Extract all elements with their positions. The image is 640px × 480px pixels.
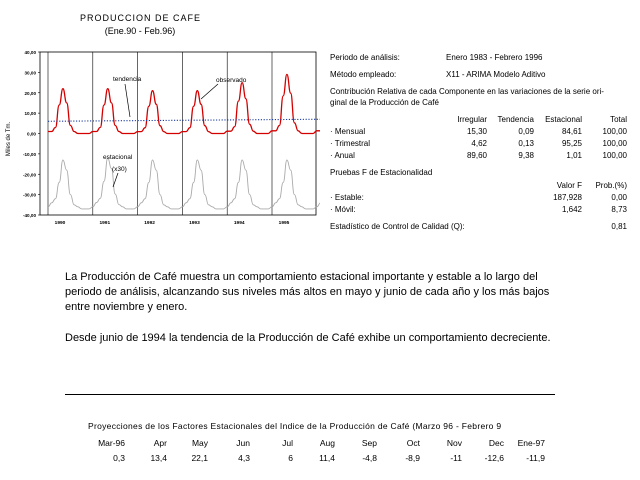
y-axis-label: Miles de Tm.: [6, 121, 12, 157]
x-tick-label: 1994: [233, 221, 245, 226]
y-tick-label: 30,00: [24, 70, 36, 76]
series-estacional: [48, 158, 320, 209]
y-tick-label: -20,00: [22, 172, 36, 178]
projection-month: Jul: [282, 438, 293, 448]
arrow-tendencia: [125, 84, 130, 117]
projection-value: 4,3: [238, 453, 250, 463]
projection-month: Nov: [446, 438, 462, 448]
ftest-cell: 187,928: [553, 193, 582, 202]
contrib-row-label: · Trimestral: [330, 139, 370, 148]
control-value: 0,81: [611, 222, 627, 231]
y-tick-label: -10,00: [22, 151, 36, 157]
ftest-header-prob: Prob.(%): [595, 181, 627, 190]
arrow-observado: [201, 84, 218, 99]
chart-title: PRODUCCION DE CAFE: [80, 13, 202, 23]
x-tick-label: 1992: [144, 221, 155, 226]
projection-month: Aug: [319, 438, 335, 448]
annotation-estacional: estacional: [103, 154, 133, 161]
x-tick-label: 1995: [278, 221, 290, 226]
projection-month: Dec: [488, 438, 504, 448]
contrib-title-line1: Contribución Relativa de cada Componente en las variaciones de la serie ori-: [330, 87, 604, 96]
projection-value: 11,4: [319, 453, 335, 463]
projection-month: Apr: [153, 438, 167, 448]
contrib-cell: 0,09: [518, 127, 534, 136]
x-tick-label: 1991: [99, 221, 111, 226]
control-label: Estadístico de Control de Calidad (Q):: [330, 222, 465, 231]
y-tick-label: 40,00: [24, 50, 36, 55]
projection-value: -4,8: [362, 453, 377, 463]
contrib-header-tendencia: Tendencia: [497, 115, 534, 124]
method-label: Método empleado:: [330, 70, 397, 79]
analysis-paragraph-1: La Producción de Café muestra un comportamiento estacional importante y estable a lo largo del periodo de análisis, alcanzando sus niveles más altos en mayo y junio de cada año y los más bajos entre noviembre y enero.: [65, 271, 550, 313]
annotation-tendencia: tendencia: [113, 76, 142, 83]
ftest-header-valor: Valor F: [556, 181, 582, 190]
y-tick-label: 20,00: [24, 90, 36, 96]
projection-value: -8,9: [405, 453, 420, 463]
contrib-header-irregular: Irregular: [457, 115, 487, 124]
projection-value: -11: [450, 453, 462, 463]
contrib-cell: 89,60: [466, 151, 487, 160]
contrib-cell: 84,61: [561, 127, 582, 136]
x-tick-label: 1990: [54, 221, 66, 226]
x-tick-label: 1993: [189, 221, 200, 226]
analysis-paragraph-2: Desde junio de 1994 la tendencia de la Producción de Café exhibe un comportamiento decreciente.: [65, 332, 551, 344]
chart: [0, 40, 320, 235]
contrib-row-label: · Anual: [330, 151, 355, 160]
annotation-observado: observado: [216, 77, 247, 84]
y-tick-label: 0,00: [27, 131, 36, 137]
series-observado: [48, 74, 320, 133]
divider: [65, 394, 555, 395]
ftest-title: Pruebas F de Estacionalidad: [330, 168, 433, 177]
projection-value: -12,6: [484, 453, 504, 463]
contrib-cell: 15,30: [466, 127, 487, 136]
series-tendencia: [48, 119, 320, 121]
ftest-row-label: · Estable:: [330, 193, 364, 202]
ftest-cell: 0,00: [611, 193, 627, 202]
contrib-cell: 4,62: [471, 139, 487, 148]
method-value: X11 - ARIMA Modelo Aditivo: [446, 70, 546, 79]
contrib-header-total: Total: [610, 115, 627, 124]
ftest-cell: 8,73: [611, 205, 627, 214]
projection-month: Ene-97: [517, 438, 545, 448]
projection-month: Jun: [236, 438, 250, 448]
projection-month: May: [191, 438, 208, 448]
projection-month: Mar-96: [98, 438, 125, 448]
contrib-row-label: · Mensual: [330, 127, 366, 136]
period-label: Periodo de análisis:: [330, 53, 400, 62]
projection-value: 6: [288, 453, 293, 463]
projections-title: Proyecciones de los Factores Estacionales del Indice de la Producción de Café (Marzo 96 - Febrero 9: [88, 421, 502, 431]
annotation-x30: (x30): [112, 166, 127, 173]
contrib-header-estacional: Estacional: [545, 115, 582, 124]
y-tick-label: -30,00: [22, 192, 36, 198]
chart-subtitle: (Ene.90 - Feb.96): [104, 26, 176, 36]
contrib-cell: 9,38: [518, 151, 534, 160]
contrib-title-line2: ginal de la Producción de Café: [330, 98, 439, 107]
arrow-estacional: [113, 173, 118, 187]
y-tick-label: -40,00: [22, 213, 36, 218]
projection-value: -11,9: [526, 453, 545, 463]
contrib-cell: 100,00: [602, 127, 627, 136]
period-value: Enero 1983 - Febrero 1996: [446, 53, 543, 62]
contrib-cell: 95,25: [561, 139, 582, 148]
ftest-cell: 1,642: [561, 205, 582, 214]
ftest-row-label: · Móvil:: [330, 205, 356, 214]
projection-value: 13,4: [150, 453, 167, 463]
contrib-cell: 1,01: [566, 151, 582, 160]
projection-month: Oct: [406, 438, 420, 448]
contrib-cell: 100,00: [602, 139, 627, 148]
y-tick-label: 10,00: [24, 111, 36, 117]
projection-value: 0,3: [113, 453, 125, 463]
contrib-cell: 100,00: [602, 151, 627, 160]
projection-value: 22,1: [191, 453, 208, 463]
contrib-cell: 0,13: [518, 139, 534, 148]
projection-month: Sep: [361, 438, 377, 448]
